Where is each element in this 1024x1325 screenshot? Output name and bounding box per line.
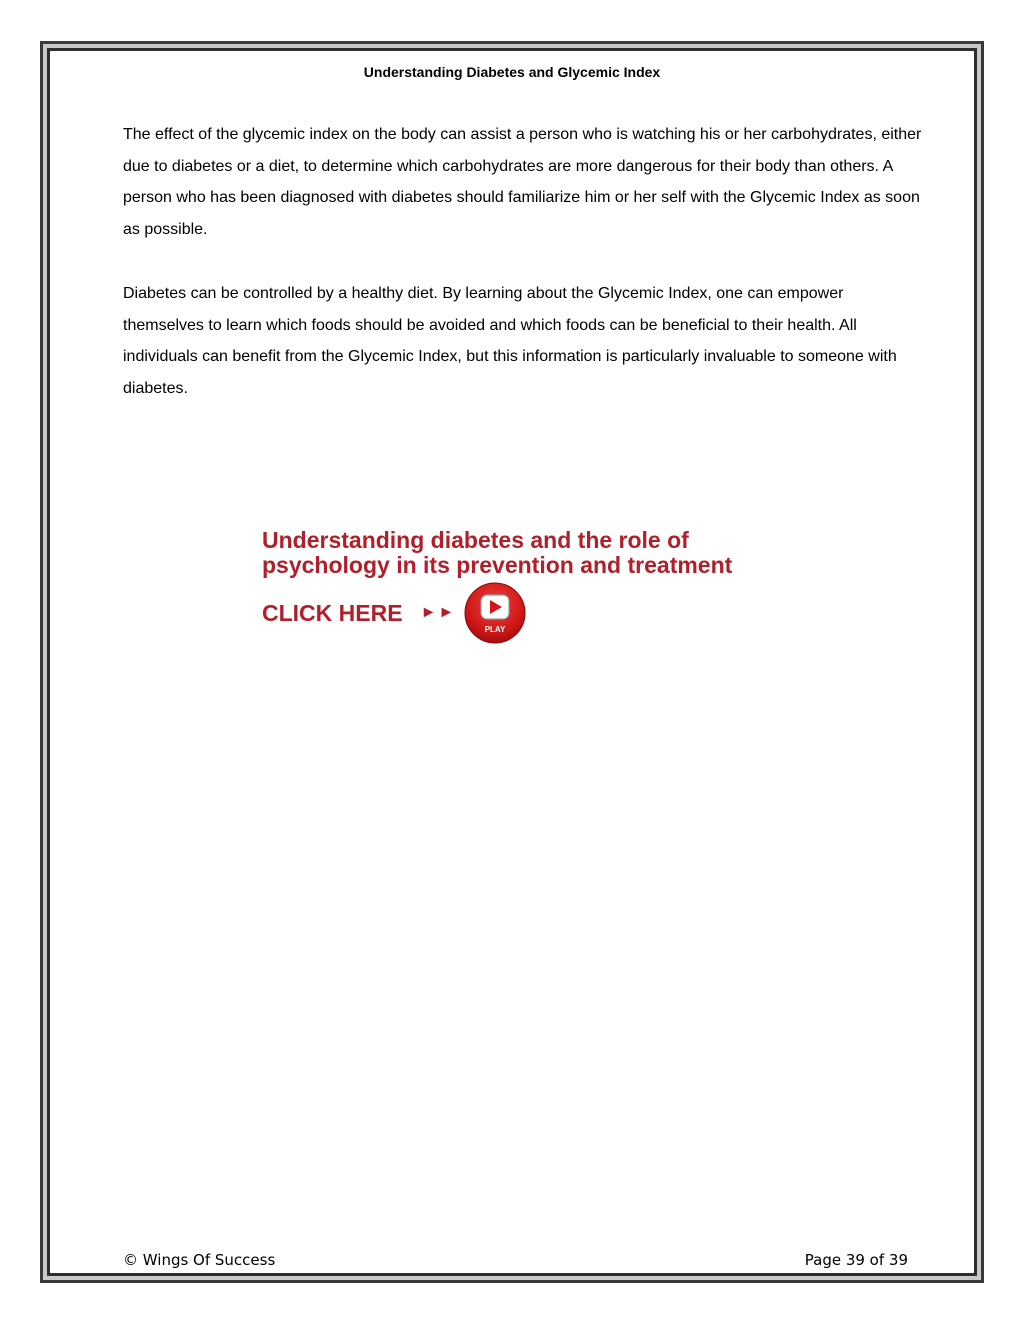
page-border-outer bbox=[40, 41, 984, 1283]
click-here-label: CLICK HERE bbox=[262, 599, 403, 626]
double-arrow-icon: ►► bbox=[420, 604, 457, 621]
body-paragraph-2: Diabetes can be controlled by a healthy diet. By learning about the Glycemic Index, one can empower themselves to learn which foods should be avoided and which foods can be beneficial to their health. All individuals can benefit from the Glycemic Index, but this information is particularly invaluable to someone with diabetes. bbox=[123, 285, 897, 398]
promo-heading[interactable] bbox=[262, 528, 822, 578]
promo-heading-line-2: psychology in its prevention and treatment bbox=[262, 552, 733, 578]
promo-block bbox=[262, 527, 822, 634]
page-border-inner bbox=[47, 48, 977, 1276]
play-label: PLAY bbox=[484, 625, 506, 634]
body-paragraph-1: The effect of the glycemic index on the body can assist a person who is watching his or her carbohydrates, either due to diabetes or a diet, to determine which carbohydrates are more dangerous for their body than others. A person who has been diagnosed with diabetes should familiarize him or her self with the Glycemic Index as soon as possible. bbox=[123, 126, 922, 239]
play-button-icon[interactable] bbox=[464, 582, 526, 644]
promo-heading-line-1: Understanding diabetes and the role of bbox=[262, 527, 689, 553]
footer-page-number: Page 39 of 39 bbox=[804, 1251, 908, 1269]
click-here-link[interactable] bbox=[262, 582, 526, 644]
footer-copyright: © Wings Of Success bbox=[123, 1251, 276, 1269]
page-header-title: Understanding Diabetes and Glycemic Index bbox=[363, 64, 661, 80]
